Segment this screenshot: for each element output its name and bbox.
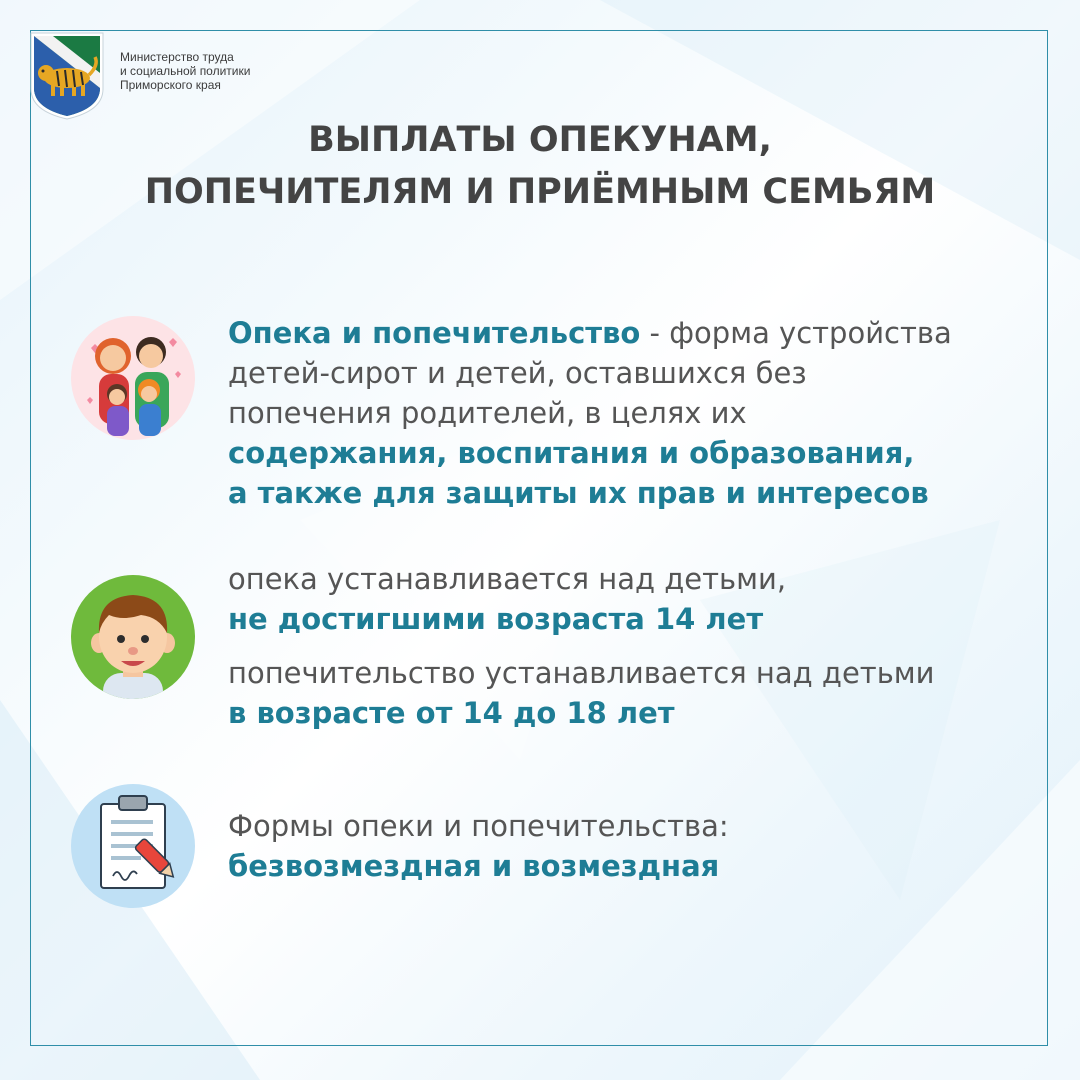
guardianship-age-rule: [228, 559, 1058, 639]
definition-line-3: попечения родителей, в целях их: [228, 396, 747, 430]
family-icon: [71, 316, 195, 440]
coat-of-arms-tiger-icon: [29, 31, 105, 121]
title-line-2: ПОПЕЧИТЕЛЯМ И ПРИЁМНЫМ СЕМЬЯМ: [144, 172, 936, 212]
ministry-line: Министерство труда: [120, 50, 234, 64]
age-rule-highlight: не достигшими возраста 14 лет: [228, 602, 764, 636]
clipboard-document-icon: [71, 784, 195, 908]
definition-line-1: [228, 313, 1058, 353]
guardianship-definition: [228, 313, 1058, 513]
definition-text: - форма устройства: [640, 316, 952, 350]
ministry-line: и социальной политики: [120, 64, 251, 78]
definition-line-2: детей-сирот и детей, оставшихся без: [228, 356, 807, 390]
trusteeship-text: попечительство устанавливается над детьми: [228, 656, 935, 690]
forms-highlight: безвозмездная и возмездная: [228, 849, 720, 883]
term-guardianship: Опека и попечительство: [228, 316, 641, 350]
boy-face-icon: [71, 575, 195, 699]
definition-line-4: содержания, воспитания и образования,: [228, 436, 915, 470]
definition-line-5: а также для защиты их прав и интересов: [228, 476, 929, 510]
page-title: [40, 114, 1040, 218]
trusteeship-age-rule: [228, 653, 1058, 733]
ministry-name: [120, 50, 380, 92]
forms-text: Формы опеки и попечительства:: [228, 809, 729, 843]
title-line-1: ВЫПЛАТЫ ОПЕКУНАМ,: [308, 120, 772, 160]
trusteeship-highlight: в возрасте от 14 до 18 лет: [228, 696, 675, 730]
ministry-line: Приморского края: [120, 78, 221, 92]
guardianship-forms: [228, 806, 1058, 886]
age-rule-text: опека устанавливается над детьми,: [228, 562, 787, 596]
